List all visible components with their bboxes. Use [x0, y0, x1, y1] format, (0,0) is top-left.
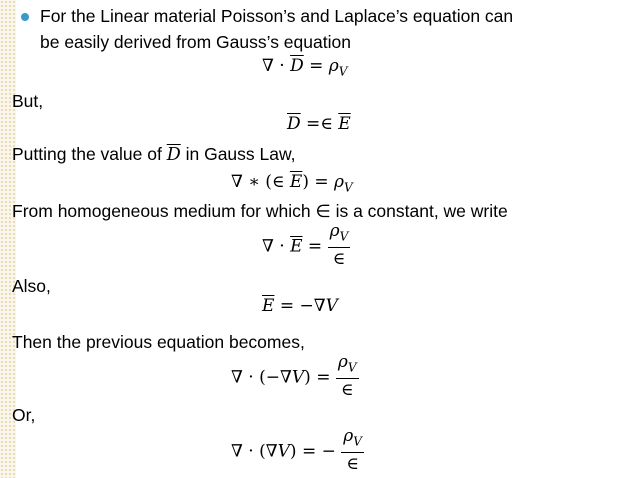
- equation-e-grad-v: $\overline{E} = -\nabla V$: [262, 296, 338, 316]
- equation-gauss: ∇ · $\overline{D} = \rho_V$: [262, 56, 348, 79]
- equation-div-e: ∇ · $\overline{E}$ = $\frac{\rho_V}{\in}$: [262, 221, 349, 270]
- bullet-line-2: be easily derived from Gauss’s equation: [40, 32, 351, 52]
- equation-div-neg-grad-v: ∇ · (−∇V) = $\frac{\rho_V}{\in}$: [231, 352, 357, 401]
- text-but: But,: [12, 91, 44, 111]
- equation-laplacian: ∇ · (∇V) = − $\frac{\rho_V}{\in}$: [231, 426, 362, 475]
- bullet-icon: [21, 13, 29, 21]
- text-also: Also,: [12, 276, 51, 296]
- text-then: Then the previous equation becomes,: [12, 332, 305, 352]
- text-putting: Putting the value of $\overline{D}$ in Gauss Law,: [12, 144, 296, 165]
- text-or: Or,: [12, 405, 36, 425]
- bullet-line-1: For the Linear material Poisson’s and Laplace’s equation can: [40, 6, 514, 26]
- text-homogeneous: From homogeneous medium for which ∈ is a constant, we write: [12, 201, 508, 221]
- equation-d-eps-e: $\overline{D}$ =∈ $\overline{E}$: [287, 114, 351, 134]
- equation-gauss-substituted: ∇ ∗ (∈ $\overline{E}) = \rho_V$: [231, 172, 353, 195]
